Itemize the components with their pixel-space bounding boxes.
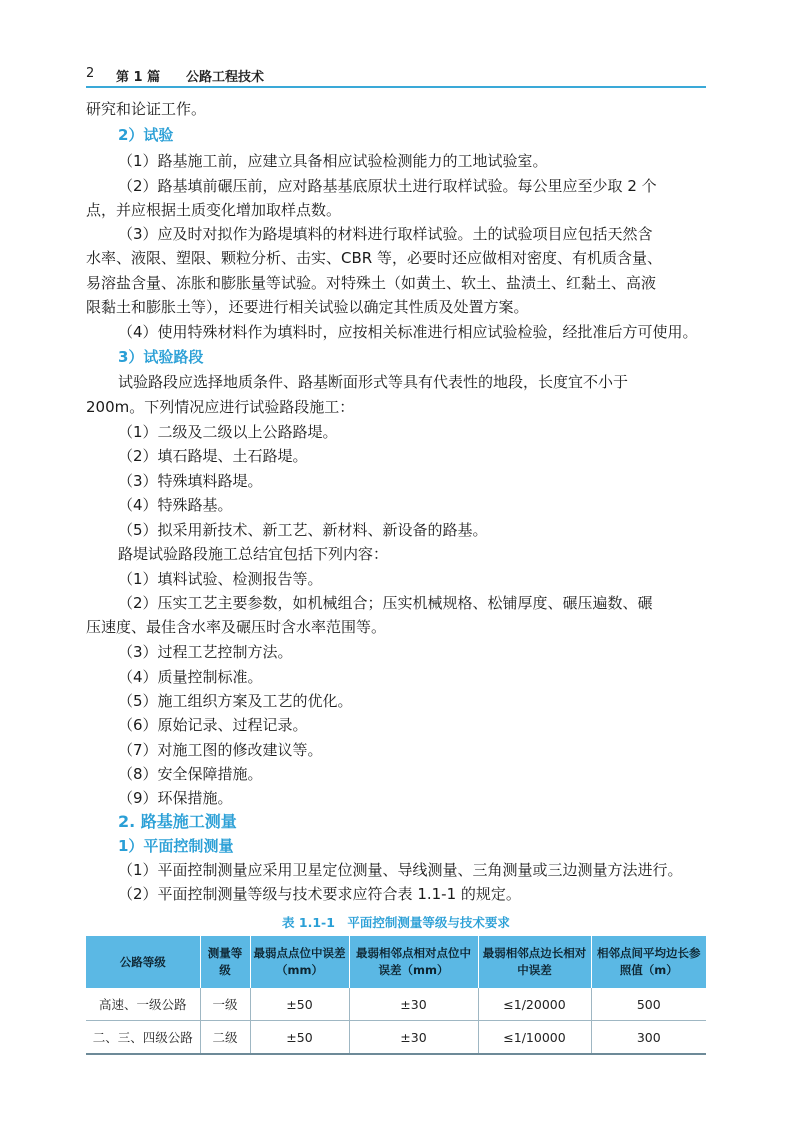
body-line: （4）使用特殊材料作为填料时，应按相关标准进行相应试验检验，经批准后方可使用。 — [118, 323, 698, 341]
body-line: 试验路段应选择地质条件、路基断面形式等具有代表性的地段，长度宜不小于 — [118, 373, 629, 391]
list-item: （7）对施工图的修改建议等。 — [118, 741, 323, 759]
section-heading-plane-control: 1）平面控制测量 — [118, 837, 234, 855]
table-header-row — [86, 936, 706, 988]
section-heading-test: 2）试验 — [118, 126, 174, 144]
part-label: 第 1 篇 — [116, 70, 161, 85]
table-cell: 二、三、四级公路 — [86, 1021, 200, 1055]
col-header-relative-error: 最弱相邻点相对点位中误差（mm） — [349, 936, 478, 988]
list-item: （2）填石路堤、土石路堤。 — [118, 447, 308, 465]
table-row — [86, 1021, 706, 1055]
table-cell: 高速、一级公路 — [86, 988, 200, 1021]
table-cell: ±50 — [250, 988, 349, 1021]
list-item: （4）质量控制标准。 — [118, 668, 263, 686]
list-item: （2）平面控制测量等级与技术要求应符合表 1.1-1 的规定。 — [118, 885, 521, 903]
list-item: （1）二级及二级以上公路路堤。 — [118, 423, 338, 441]
body-line: 研究和论证工作。 — [86, 100, 207, 118]
table-cell: 500 — [591, 988, 706, 1021]
list-item: （6）原始记录、过程记录。 — [118, 716, 308, 734]
body-line: 限黏土和膨胀土等），还要进行相关试验以确定其性质及处置方案。 — [86, 298, 529, 316]
part-title: 公路工程技术 — [186, 70, 265, 85]
table-cell: ±30 — [349, 1021, 478, 1055]
list-item: （1）平面控制测量应采用卫星定位测量、导线测量、三角测量或三边测量方法进行。 — [118, 861, 683, 879]
body-line: 水率、液限、塑限、颗粒分析、击实、CBR 等，必要时还应做相对密度、有机质含量、 — [86, 249, 662, 267]
col-header-survey-grade: 测量等级 — [200, 936, 250, 988]
table-cell: ≤1/10000 — [478, 1021, 591, 1055]
list-item: （3）过程工艺控制方法。 — [118, 643, 293, 661]
control-survey-table — [86, 936, 706, 1055]
list-item: （1）填料试验、检测报告等。 — [118, 570, 323, 588]
table-row — [86, 988, 706, 1021]
header-rule — [86, 86, 706, 88]
section-heading-test-section: 3）试验路段 — [118, 348, 204, 366]
col-header-point-error: 最弱点点位中误差（mm） — [250, 936, 349, 988]
list-item: （5）拟采用新技术、新工艺、新材料、新设备的路基。 — [118, 521, 488, 539]
col-header-edge-error: 最弱相邻点边长相对中误差 — [478, 936, 591, 988]
col-header-road-grade: 公路等级 — [86, 936, 200, 988]
list-item: （2）压实工艺主要参数，如机械组合；压实机械规格、松铺厚度、碾压遍数、碾 — [118, 594, 653, 612]
body-line: （1）路基施工前，应建立具备相应试验检测能力的工地试验室。 — [118, 152, 548, 170]
col-header-edge-length: 相邻点间平均边长参照值（m） — [591, 936, 706, 988]
list-item: （9）环保措施。 — [118, 789, 233, 807]
table-caption: 表 1.1-1 平面控制测量等级与技术要求 — [282, 915, 510, 930]
body-line: 易溶盐含量、冻胀和膨胀量等试验。对特殊土（如黄土、软土、盐渍土、红黏土、高液 — [86, 274, 657, 292]
body-line: 点，并应根据土质变化增加取样点数。 — [86, 201, 342, 219]
section-heading-survey: 2. 路基施工测量 — [118, 812, 237, 831]
body-line: （3）应及时对拟作为路堤填料的材料进行取样试验。土的试验项目应包括天然含 — [118, 225, 653, 243]
list-item: （3）特殊填料路堤。 — [118, 472, 263, 490]
body-line: （2）路基填前碾压前，应对路基基底原状土进行取样试验。每公里应至少取 2 个 — [118, 177, 657, 195]
running-header — [86, 66, 706, 88]
table-cell: ≤1/20000 — [478, 988, 591, 1021]
page-number: 2 — [86, 66, 95, 81]
table-cell: 一级 — [200, 988, 250, 1021]
list-item: （5）施工组织方案及工艺的优化。 — [118, 692, 353, 710]
table-cell: 300 — [591, 1021, 706, 1055]
list-item: （8）安全保障措施。 — [118, 765, 263, 783]
body-line: 压速度、最佳含水率及碾压时含水率范围等。 — [86, 618, 387, 636]
body-line: 路堤试验路段施工总结宜包括下列内容： — [118, 545, 389, 563]
table-cell: 二级 — [200, 1021, 250, 1055]
body-line: 200m。下列情况应进行试验路段施工： — [86, 398, 355, 416]
table-cell: ±30 — [349, 988, 478, 1021]
table-cell: ±50 — [250, 1021, 349, 1055]
list-item: （4）特殊路基。 — [118, 496, 233, 514]
